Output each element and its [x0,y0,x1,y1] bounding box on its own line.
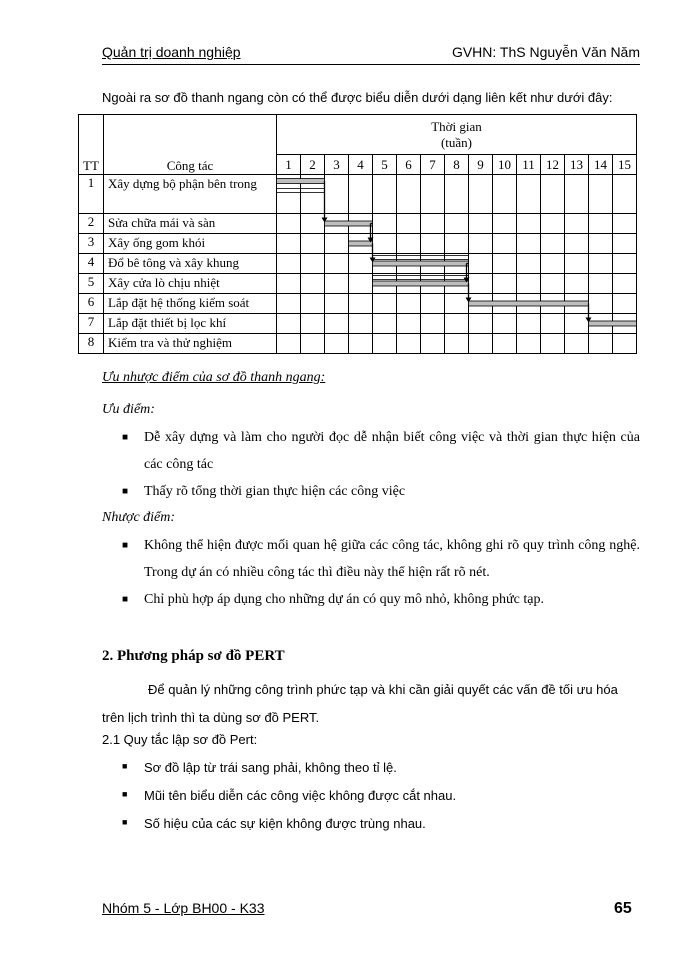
row-number: 7 [79,314,104,334]
week-header: 1 [277,155,301,175]
gantt-bar-task-5 [373,281,469,286]
week-header: 11 [517,155,541,175]
row-number: 4 [79,254,104,274]
task-name: Xây ống gom khói [104,234,277,254]
section-paragraph: Để quản lý những công trình phức tạp và khi cần giải quyết các vấn đề tối ưu hóa trên lịch trình thì ta dùng sơ đồ PERT. [102,682,618,725]
pro-item-1: ■ Dễ xây dựng và làm cho người đọc dễ nhận biết công việc và thời gian thực hiện của các công tác [122,424,640,478]
week-header: 9 [469,155,493,175]
task-name: Xây dựng bộ phận bên trong [104,175,277,214]
week-header: 15 [613,155,637,175]
pro-item-2: ■ Thấy rõ tổng thời gian thực hiện các công việc [122,478,640,505]
row-number: 5 [79,274,104,294]
bullet-icon: ■ [122,432,129,443]
con-item-1: ■ Không thể hiện được mối quan hệ giữa các công tác, không ghi rõ quy trình công nghệ. Trong dự án có nhiều công tác thì điều này thể hiện rất rõ nét. [122,532,640,586]
cons-title: Nhược điểm: [102,510,176,525]
bullet-icon: ■ [122,594,129,605]
gantt-bar-task-4 [373,261,469,266]
gantt-bars [0,0,700,380]
rules-title: 2.1 Quy tắc lập sơ đồ Pert: [102,732,258,747]
week-header: 6 [397,155,421,175]
rule-item-3: ■ Số hiệu của các sự kiện không được trùng nhau. [122,816,426,831]
footer-group: Nhóm 5 - Lớp BH00 - K33 [102,900,265,916]
page-number: 65 [614,900,632,917]
task-name: Kiểm tra và thử nghiệm [104,334,277,354]
week-header: 8 [445,155,469,175]
week-header: 13 [565,155,589,175]
week-header: 14 [589,155,613,175]
task-header: Công tác [104,115,277,175]
bullet-icon: ■ [122,761,128,771]
rule-item-1: ■ Sơ đồ lập từ trái sang phải, không theo tỉ lệ. [122,760,397,775]
float-outline [373,256,469,260]
gantt-bar-task-1 [277,179,325,184]
week-header: 2 [301,155,325,175]
task-name: Sửa chữa mái và sàn [104,214,277,234]
bullet-icon: ■ [122,817,128,827]
week-header: 4 [349,155,373,175]
gantt-bar-task-7 [589,321,637,326]
task-name: Lắp đặt thiết bị lọc khí [104,314,277,334]
float-outline [373,276,469,280]
pros-title: Ưu điểm: [102,402,155,417]
week-header: 7 [421,155,445,175]
week-header: 10 [493,155,517,175]
row-number: 6 [79,294,104,314]
rule-item-2: ■ Mũi tên biểu diễn các công việc không được cắt nhau. [122,788,457,803]
row-number: 8 [79,334,104,354]
section-title: 2. Phương pháp sơ đồ PERT [102,648,285,664]
intro-text: Ngoài ra sơ đồ thanh ngang còn có thể được biểu diễn dưới dạng liên kết như dưới đây: [102,90,613,105]
task-name: Xây cửa lò chịu nhiệt [104,274,277,294]
task-name: Lắp đặt hệ thống kiểm soát [104,294,277,314]
row-number: 1 [79,175,104,214]
tt-header: TT [79,115,104,175]
row-number: 3 [79,234,104,254]
time-header: Thời gian (tuần) [277,115,637,155]
bullet-icon: ■ [122,789,128,799]
con-item-2: ■ Chỉ phù hợp áp dụng cho những dự án có quy mô nhỏ, không phức tạp. [122,586,640,613]
header-course: Quản trị doanh nghiệp [102,44,241,60]
gantt-bar-task-6 [469,301,589,306]
pros-cons-title: Ưu nhược điểm của sơ đồ thanh ngang: [102,370,326,385]
float-outline [277,189,325,193]
header-instructor: GVHN: ThS Nguyễn Văn Năm [451,44,640,60]
bullet-icon: ■ [122,486,129,497]
week-header: 12 [541,155,565,175]
week-header: 5 [373,155,397,175]
week-header: 3 [325,155,349,175]
gantt-bar-task-2 [325,221,373,226]
bullet-icon: ■ [122,540,129,551]
task-name: Đổ bê tông và xây khung [104,254,277,274]
gantt-bar-task-3 [349,241,373,246]
row-number: 2 [79,214,104,234]
